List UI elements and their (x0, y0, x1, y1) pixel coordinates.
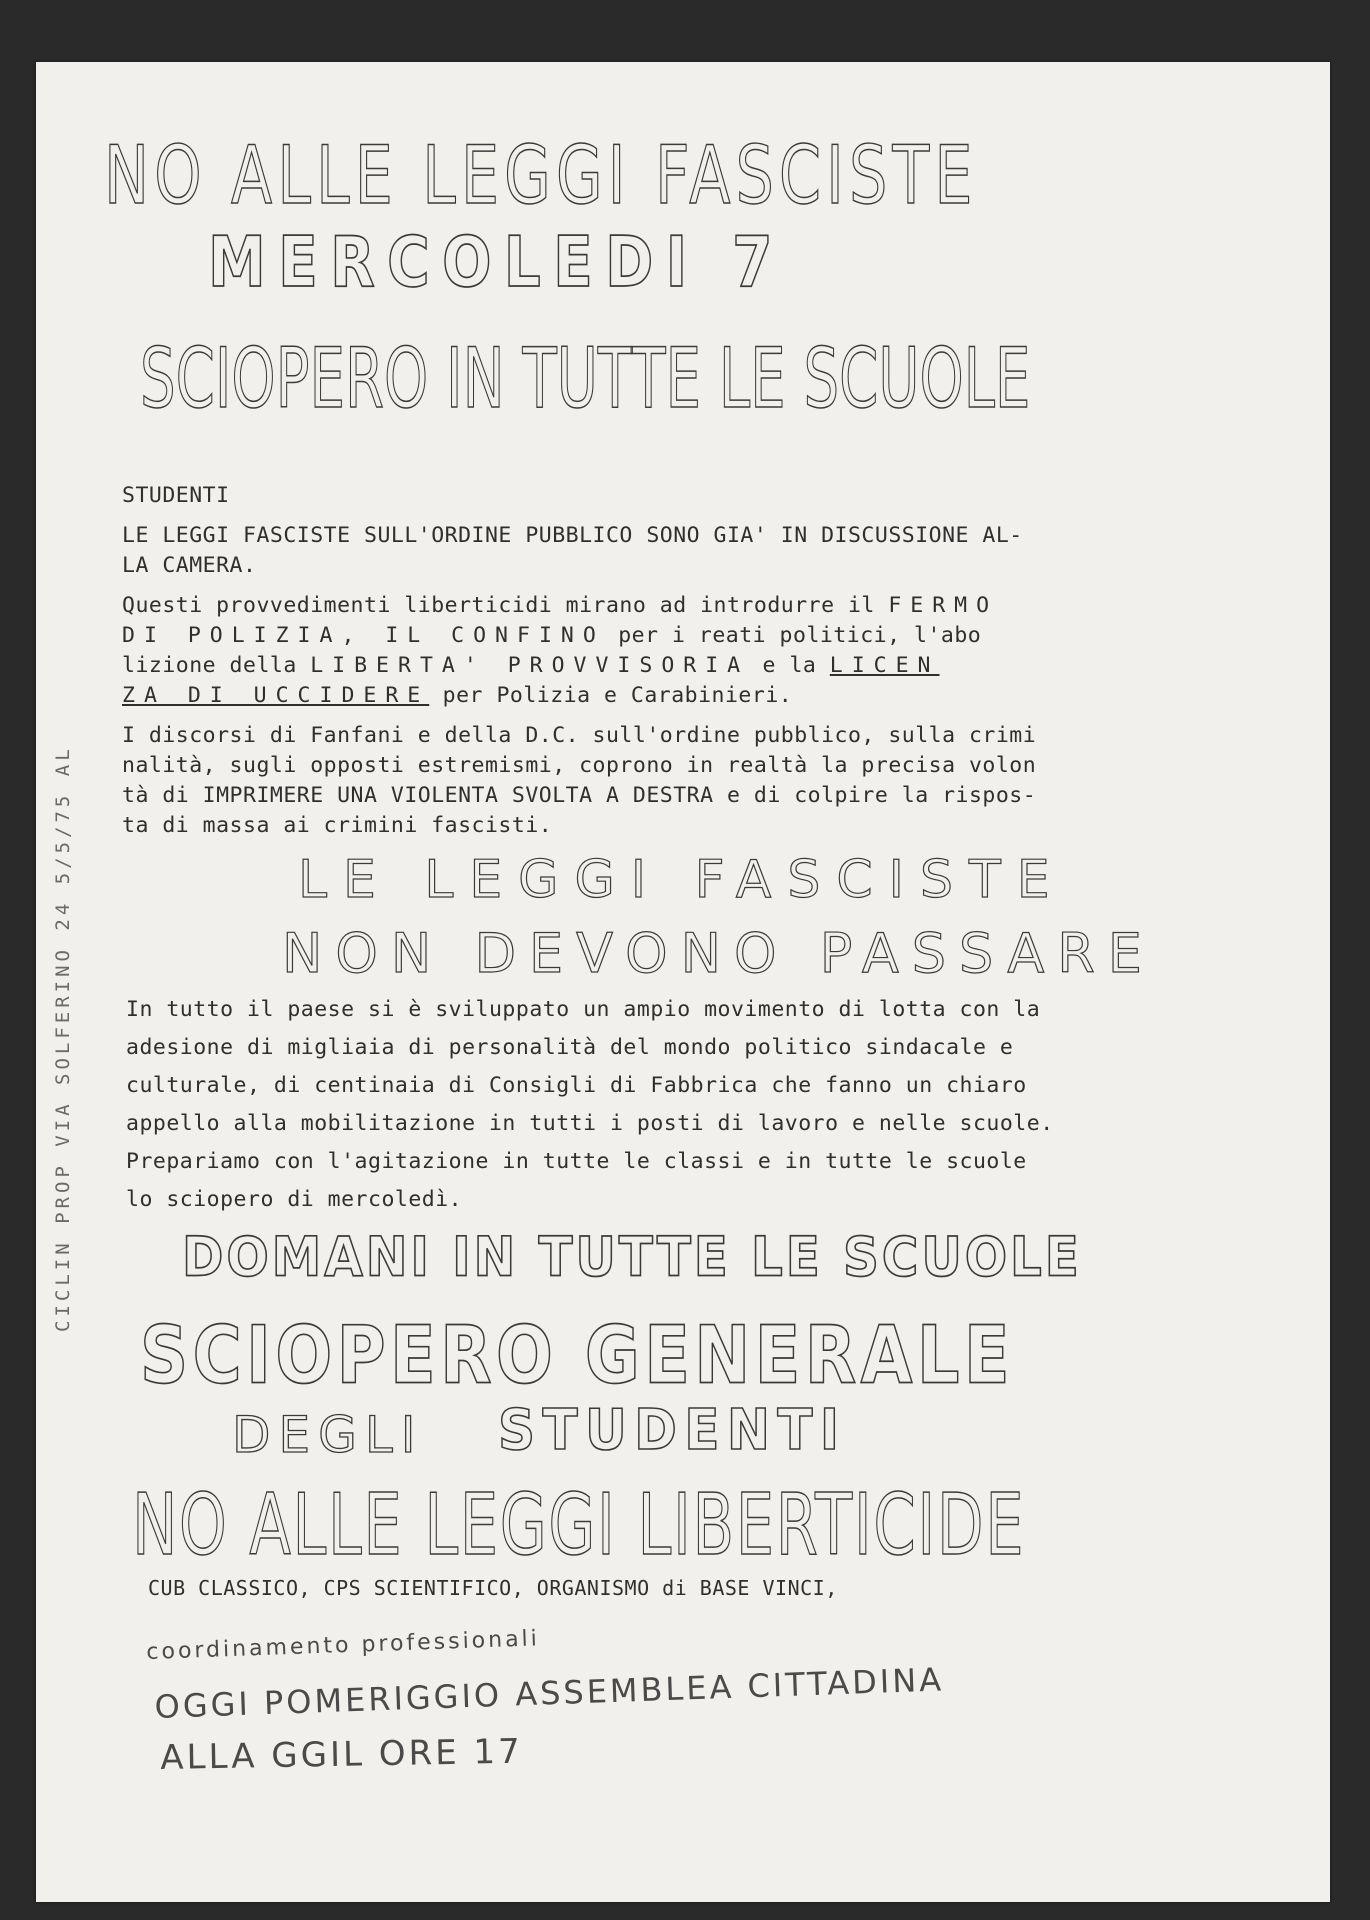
salutation: STUDENTI (122, 483, 230, 508)
bottom-slogan-line3a: DEGLI (232, 1406, 424, 1464)
bottom-slogan-line1: DOMANI IN TUTTE LE SCUOLE (182, 1226, 1082, 1289)
signatories: CUB CLASSICO, CPS SCIENTIFICO, ORGANISMO di BASE VINCI, (148, 1576, 838, 1600)
body2-line3: culturale, di centinaia di Consigli di Fabbrica che fanno un chiaro (126, 1073, 1027, 1098)
text: lizione della (122, 653, 311, 678)
body-p3-line4: ta di massa ai crimini fascisti. (122, 813, 553, 838)
headline-line1: NO ALLE LEGGI FASCISTE (104, 128, 978, 223)
bottom-slogan-line2: SCIOPERO GENERALE (140, 1308, 1014, 1402)
headline-line2: MERCOLEDI 7 (208, 222, 785, 303)
text: Questi provvedimenti liberticidi mirano ad introdurre il (122, 593, 889, 618)
body2-line5: Prepariamo con l'agitazione in tutte le classi e in tutte le scuole (126, 1149, 1027, 1174)
flyer-sheet (36, 62, 1330, 1902)
body-p1-line2: LA CAMERA. (122, 553, 257, 578)
bottom-slogan-line4: NO ALLE LEGGI LIBERTICIDE (132, 1476, 1026, 1575)
text: e la (749, 653, 830, 678)
coord-note: coordinamento professionali (146, 1626, 541, 1665)
body2-line2: adesione di migliaia di personalità del mondo politico sindacale e (126, 1035, 1014, 1060)
body2-line6: lo sciopero di mercoledì. (126, 1187, 463, 1212)
assembly-line1: OGGI POMERIGGIO ASSEMBLEA CITTADINA (154, 1660, 945, 1726)
body-p3-line2: nalità, sugli opposti estremismi, coprono in realtà la precisa volon (122, 753, 1037, 778)
body-p2-line4 (122, 678, 792, 714)
bottom-slogan-line3b: STUDENTI (498, 1398, 847, 1463)
assembly-line2: ALLA GGIL ORE 17 (160, 1731, 524, 1778)
body2-line4: appello alla mobilitazione in tutti i posti di lavoro e nelle scuole. (126, 1111, 1054, 1136)
headline-line3: SCIOPERO IN TUTTE LE SCUOLE (140, 330, 1031, 427)
emphasis-polizia-confino: DI POLIZIA, IL CONFINO (122, 623, 605, 648)
emphasis-liberta: LIBERTA' PROVVISORIA (310, 653, 750, 678)
body-p3-line1: I discorsi di Fanfani e della D.C. sull'ordine pubblico, sulla crimi (122, 723, 1037, 748)
emphasis-fermo: FERMO (888, 593, 999, 618)
margin-annotation: CICLIN PROP VIA SOLFERINO 24 5/5/75 AL (52, 745, 74, 1332)
middle-slogan-line2: NON DEVONO PASSARE (282, 922, 1155, 985)
emphasis-licenza: LICEN (829, 653, 940, 678)
body-p1-line1: LE LEGGI FASCISTE SULL'ORDINE PUBBLICO SONO GIA' IN DISCUSSIONE AL- (122, 523, 1023, 548)
body-p3-line3: tà di IMPRIMERE UNA VIOLENTA SVOLTA A DESTRA e di colpire la rispos- (122, 783, 1037, 808)
text: per i reati politici, l'abo (604, 623, 982, 648)
middle-slogan-line1: LE LEGGI FASCISTE (298, 850, 1066, 910)
body2-line1: In tutto il paese si è sviluppato un ampio movimento di lotta con la (126, 997, 1041, 1022)
text: per Polizia e Carabinieri. (429, 683, 793, 708)
emphasis-uccidere: ZA DI UCCIDERE (122, 683, 430, 708)
